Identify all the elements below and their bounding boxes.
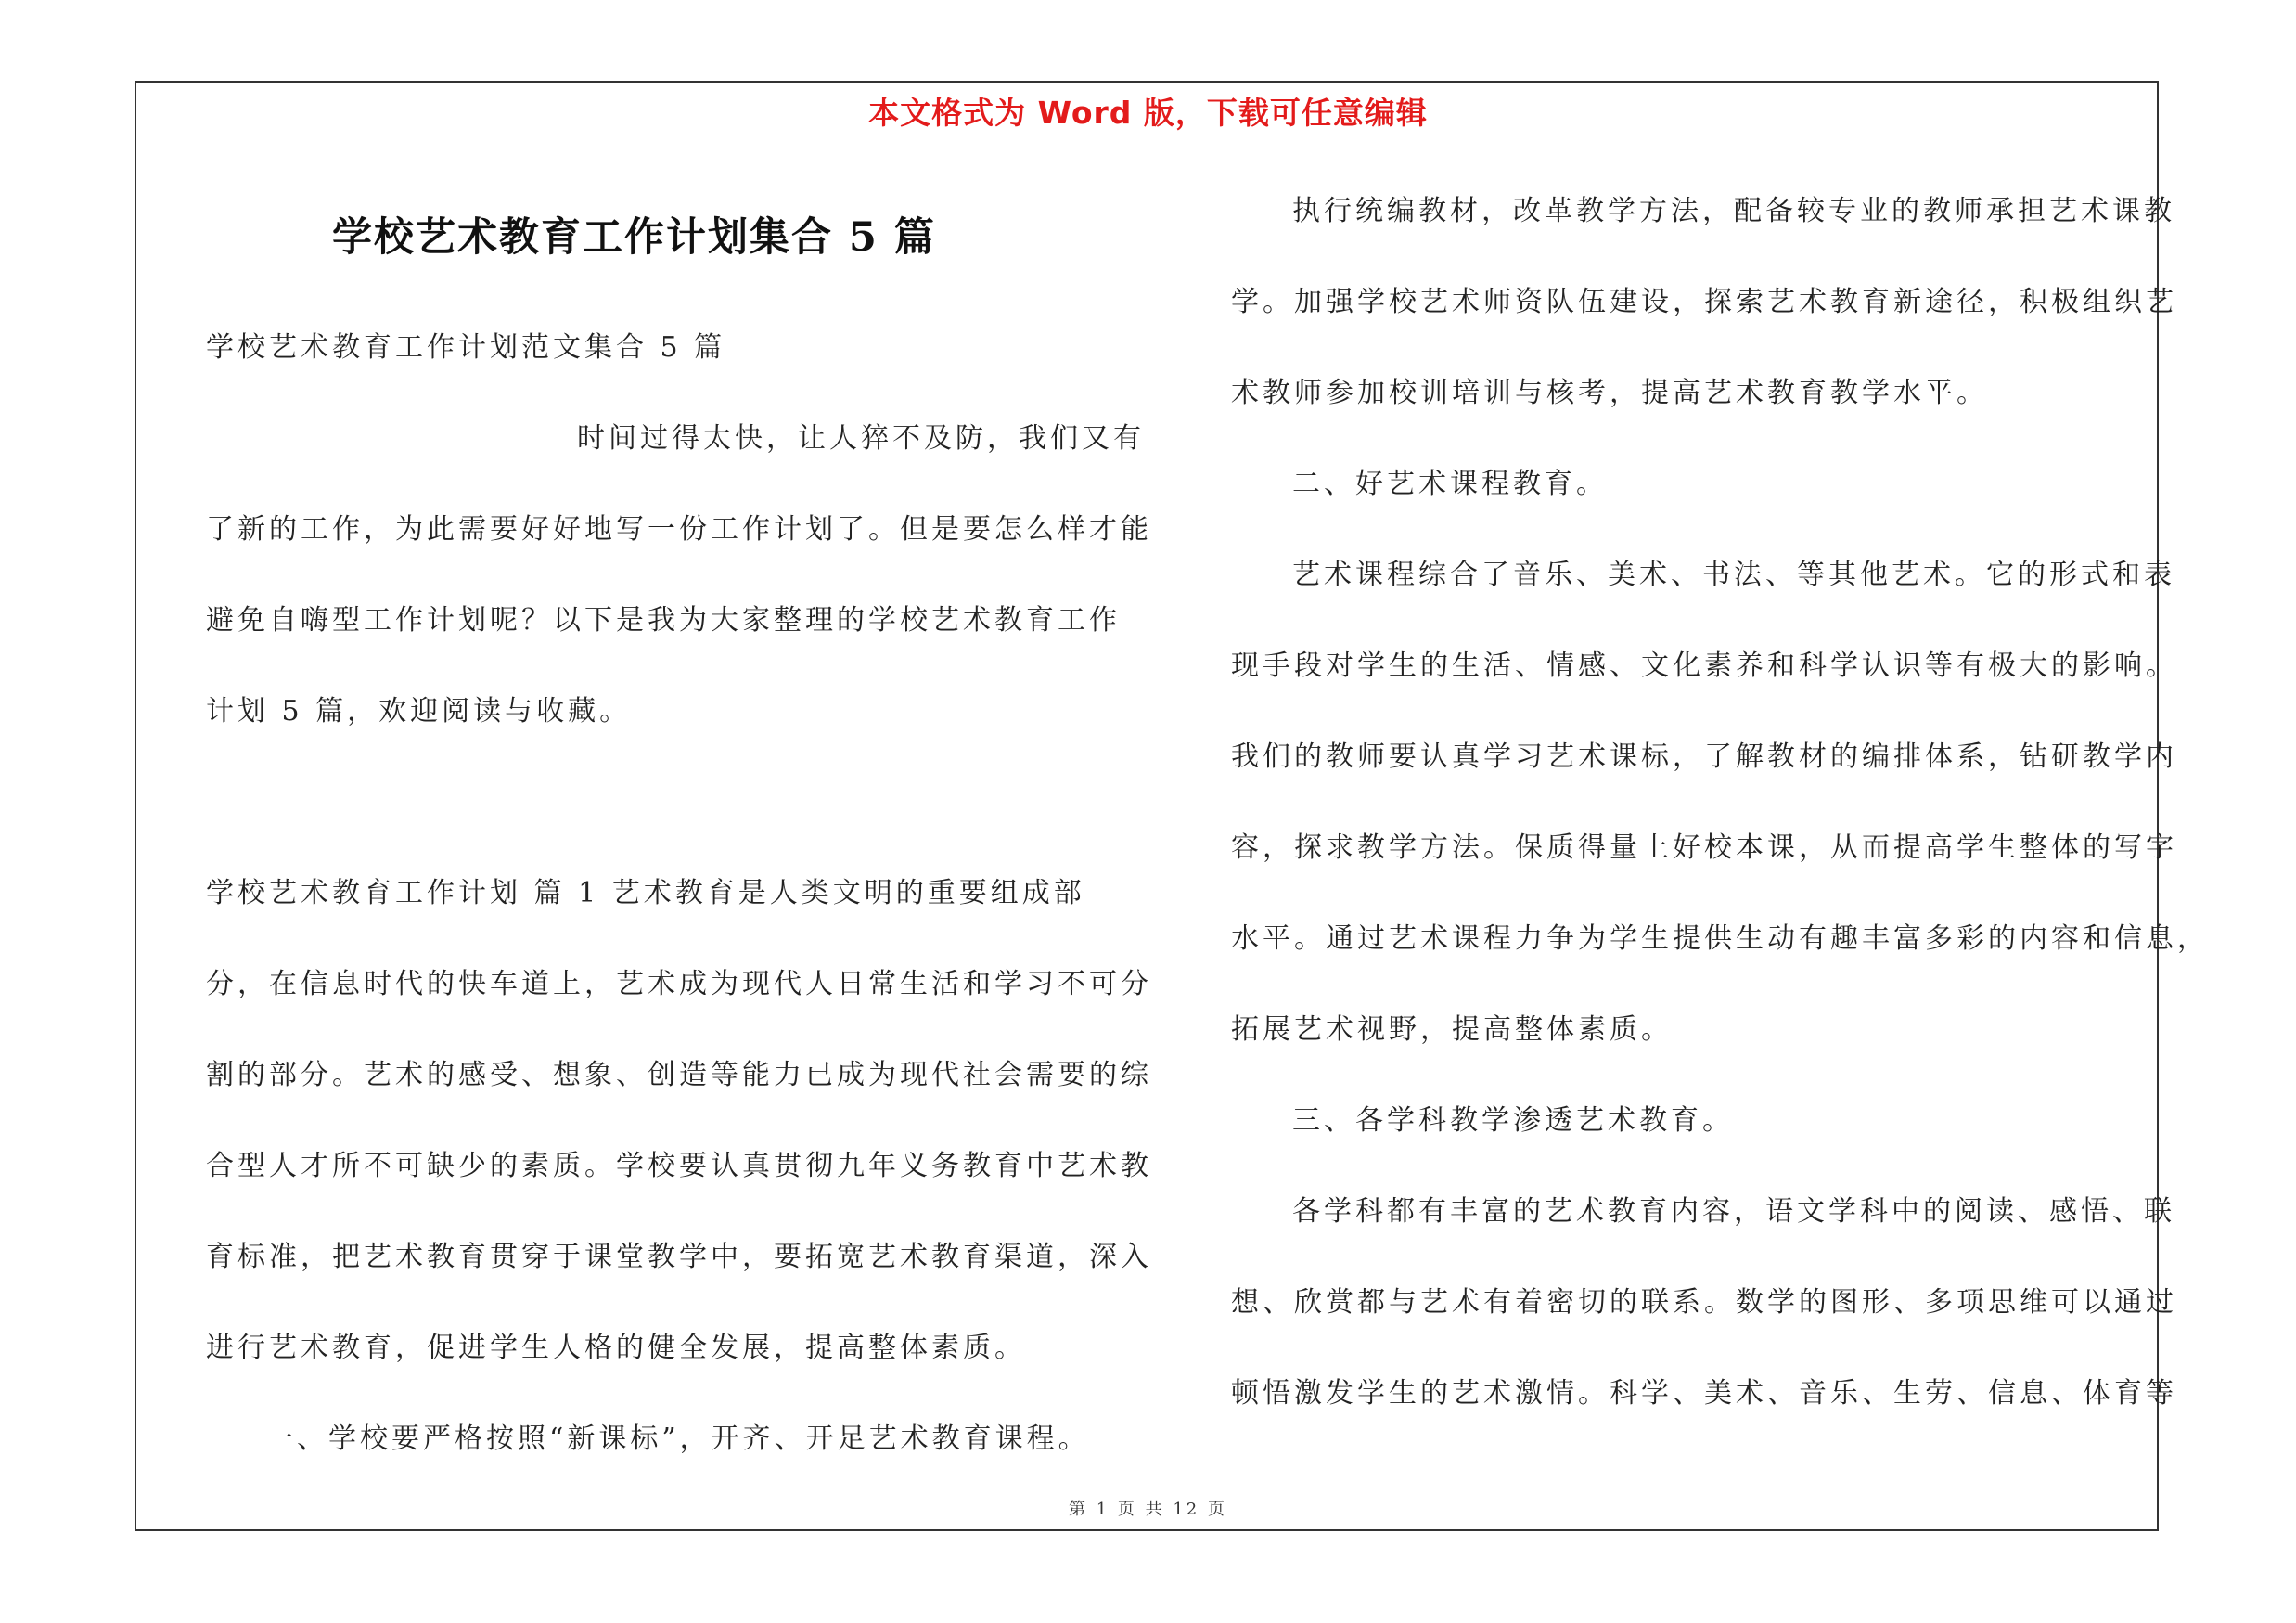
paragraph-line: 合型人才所不可缺少的素质。学校要认真贯彻九年义务教育中艺术教: [206, 1150, 1152, 1182]
paragraph-line: 割的部分。艺术的感受、想象、创造等能力已成为现代社会需要的综: [206, 1059, 1152, 1091]
paragraph-line: 水平。通过艺术课程力争为学生提供生动有趣丰富多彩的内容和信息，: [1231, 922, 2209, 955]
paragraph-line: 想、欣赏都与艺术有着密切的联系。数学的图形、多项思维可以通过: [1231, 1286, 2177, 1319]
paragraph-line: 现手段对学生的生活、情感、文化素养和科学认识等有极大的影响。: [1231, 650, 2177, 682]
paragraph-line: 顿悟激发学生的艺术激情。科学、美术、音乐、生劳、信息、体育等: [1231, 1377, 2177, 1410]
section-heading-line: 三、各学科教学渗透艺术教育。: [1292, 1104, 1734, 1137]
paragraph-line: 我们的教师要认真学习艺术课标，了解教材的编排体系，钻研教学内: [1231, 741, 2177, 773]
section-heading-line: 学校艺术教育工作计划 篇 1 艺术教育是人类文明的重要组成部: [206, 877, 1085, 909]
paragraph-line: 育标准，把艺术教育贯穿于课堂教学中，要拓宽艺术教育渠道，深入: [206, 1241, 1152, 1273]
paragraph-line: 避免自嗨型工作计划呢？以下是我为大家整理的学校艺术教育工作: [206, 604, 1121, 637]
subtitle-line: 学校艺术教育工作计划范文集合 5 篇: [206, 331, 726, 364]
paragraph-line: 拓展艺术视野，提高整体素质。: [1231, 1013, 1673, 1046]
paragraph-line: 艺术课程综合了音乐、美术、书法、等其他艺术。它的形式和表: [1292, 559, 2175, 591]
paragraph-line: 时间过得太快，让人猝不及防，我们又有: [577, 422, 1145, 455]
paragraph-line: 进行艺术教育，促进学生人格的健全发展，提高整体素质。: [206, 1332, 1026, 1364]
paragraph-line: 各学科都有丰富的艺术教育内容，语文学科中的阅读、感悟、联: [1292, 1195, 2175, 1228]
paragraph-line: 术教师参加校训培训与核考，提高艺术教育教学水平。: [1231, 377, 1988, 409]
paragraph-line: 计划 5 篇，欢迎阅读与收藏。: [206, 695, 632, 728]
paragraph-line: 执行统编教材，改革教学方法，配备较专业的教师承担艺术课教: [1292, 195, 2175, 227]
page-number-footer: 第 1 页 共 12 页: [1069, 1500, 1227, 1519]
paragraph-line: 了新的工作，为此需要好好地写一份工作计划了。但是要怎么样才能: [206, 513, 1152, 546]
paragraph-line: 分，在信息时代的快车道上，艺术成为现代人日常生活和学习不可分: [206, 968, 1152, 1000]
paragraph-line: 学。加强学校艺术师资队伍建设，探索艺术教育新途径，积极组织艺: [1231, 286, 2177, 318]
section-heading-line: 二、好艺术课程教育。: [1292, 468, 1608, 500]
paragraph-line: 容，探求教学方法。保质得量上好校本课，从而提高学生整体的写字: [1231, 831, 2177, 864]
paragraph-line: 一、学校要严格按照“新课标”，开齐、开足艺术教育课程。: [265, 1423, 1090, 1455]
document-title: 学校艺术教育工作计划集合 5 篇: [332, 214, 936, 261]
editable-notice-banner: 本文格式为 Word 版，下载可任意编辑: [868, 95, 1428, 131]
